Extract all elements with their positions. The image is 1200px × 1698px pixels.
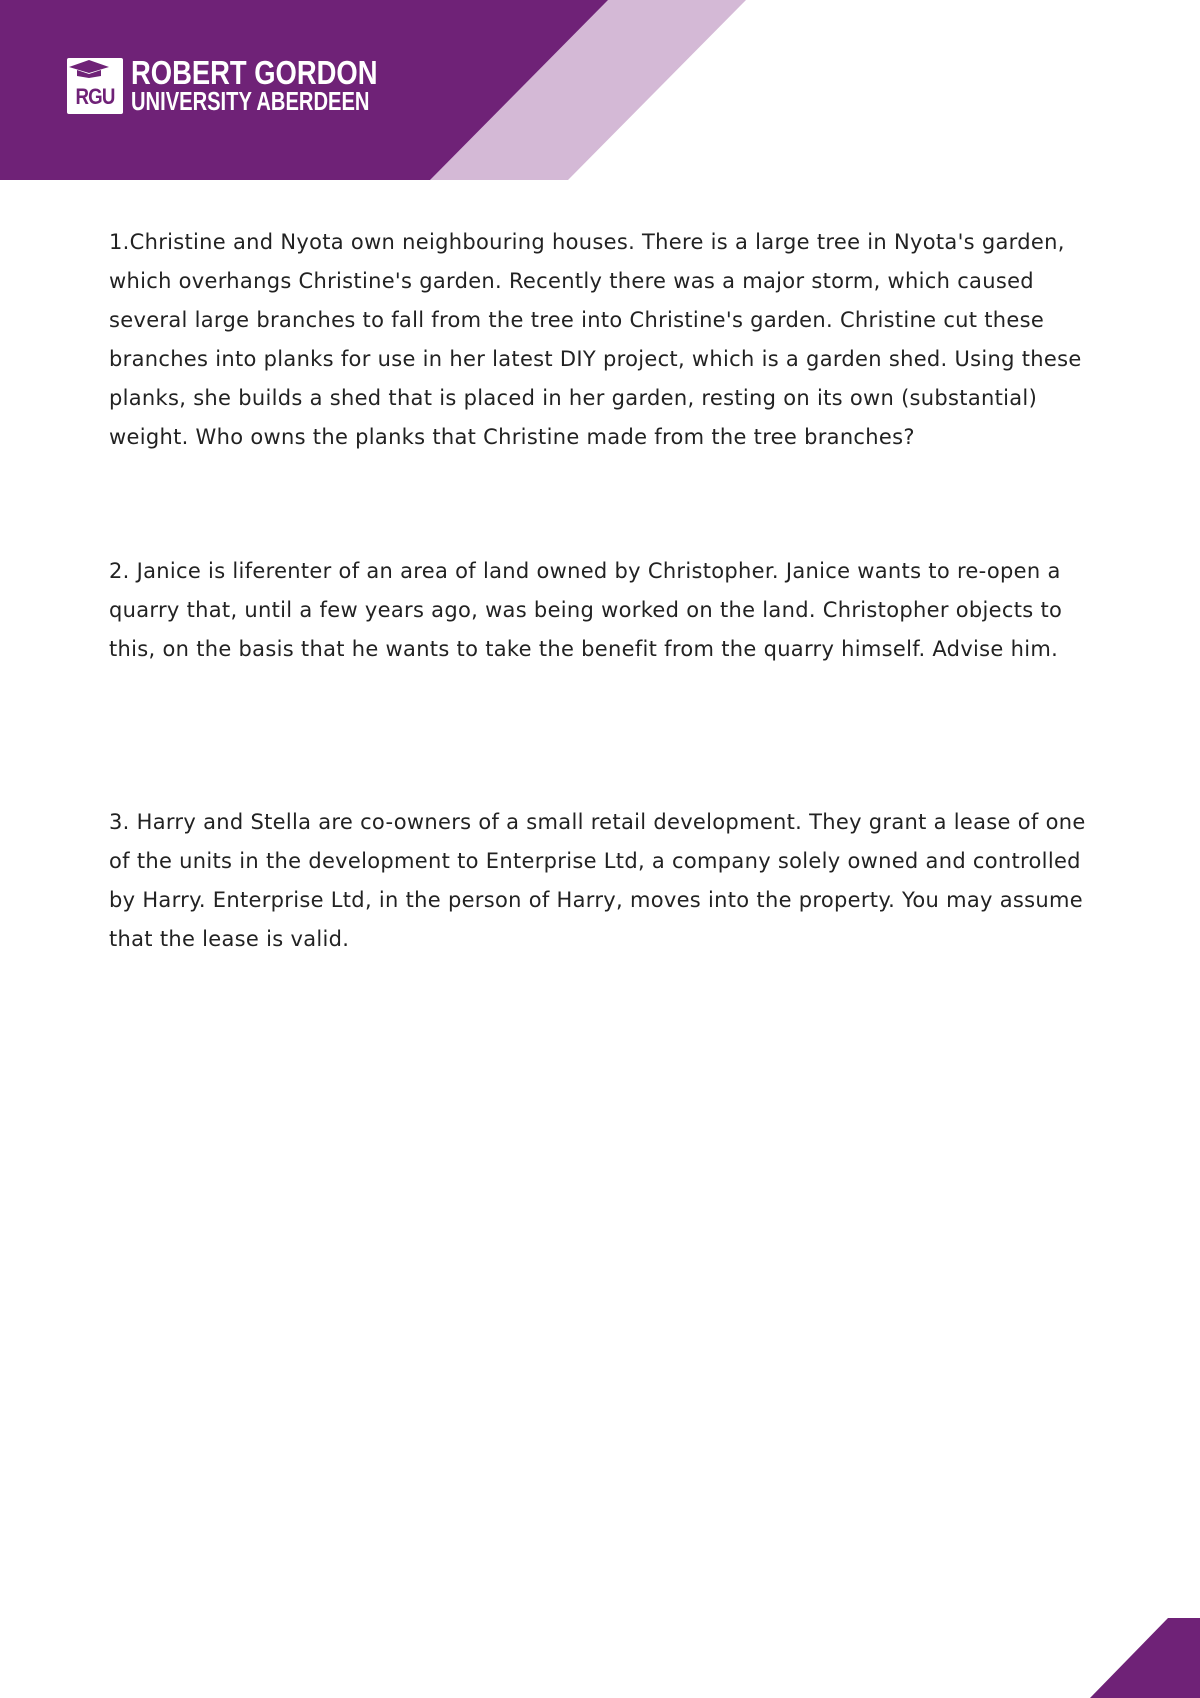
logo-line-1: ROBERT GORDON [131,54,378,92]
footer-corner-triangle [1090,1618,1200,1698]
header-banner [0,0,1200,180]
question-2: 2. Janice is liferenter of an area of land owned by Christopher. Janice wants to re-open a quarry that, until a few years ago, was being worked on the land. Christopher objects to this, on the basis that he wants to take the benefit from the quarry himself. Advise him. [109,559,1063,661]
question-1: 1.Christine and Nyota own neighbouring houses. There is a large tree in Nyota's garden, which overhangs Christine's garden. Recently there was a major storm, which caused several large branches to fall from the tree into Christine's garden. Christine cut these branches into planks for use in her latest DIY project, which is a garden shed. Using these planks, she builds a shed that is placed in her garden, resting on its own (substantial) weight. Who owns the planks that Christine made from the tree branches? [109,230,1082,449]
rgu-badge [67,58,123,114]
university-logo [67,56,433,116]
question-3: 3. Harry and Stella are co-owners of a small retail development. They grant a lease of one of the units in the development to Enterprise Ltd, a company solely owned and controlled by Harry. Enterprise Ltd, in the person of Harry, moves into the property. You may assume that the lease is valid. [109,810,1086,951]
questions-section [109,223,1109,959]
logo-line-2: UNIVERSITY ABERDEEN [131,88,370,117]
logo-wordmark [131,56,433,116]
rgu-badge-text: RGU [75,84,115,109]
mortarboard-icon [67,58,111,78]
